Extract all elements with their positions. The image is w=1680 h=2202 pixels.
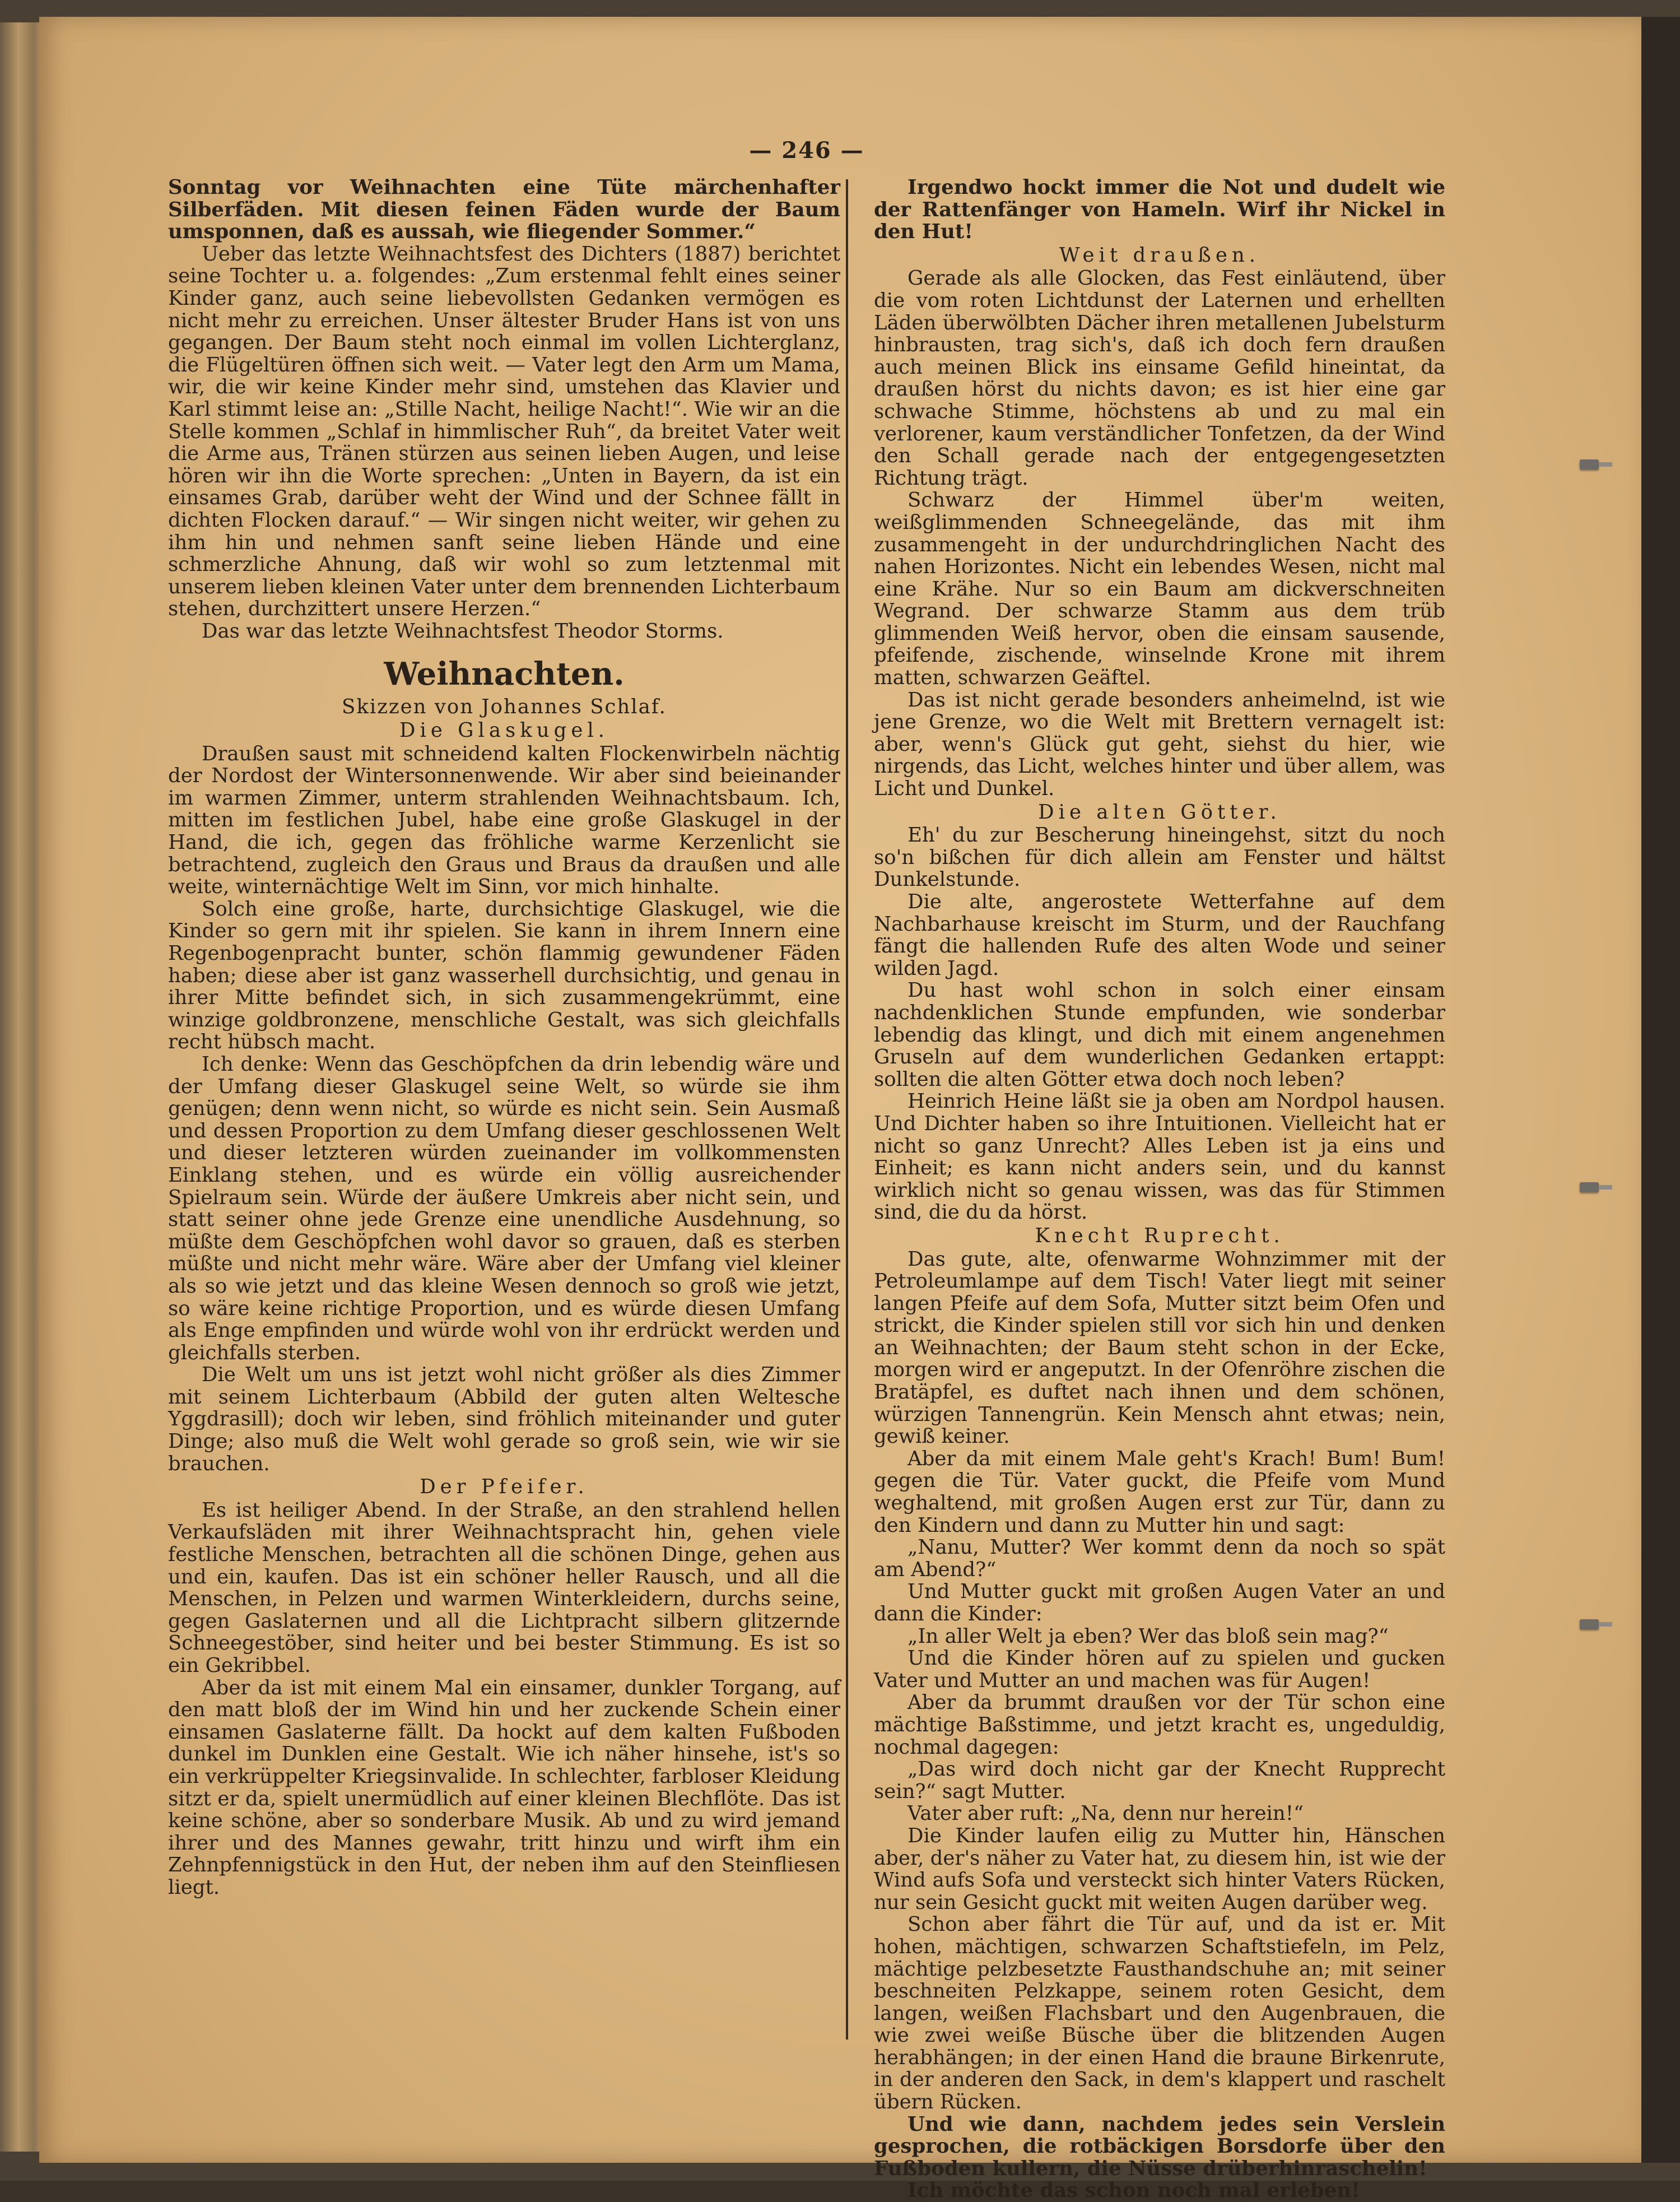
paragraph: Eh' du zur Bescherung hineingehst, sitzt du noch so'n bißchen für dich allein am Fenster und hältst Dunkelstunde. (874, 824, 1445, 891)
paragraph: Gerade als alle Glocken, das Fest einläutend, über die vom roten Lichtdunst der Laternen und erhellten Läden überwölbten Dächer ihren metallenen Jubelsturm hinbrausten, trag sich's, daß ich doch fern draußen auch meinen Blick ins einsame Gefild hineintat, da draußen hörst du nichts davon; es ist hier eine gar schwache Stimme, höchstens ab und zu mal ein verlorener, kaum verständlicher Tonfetzen, da der Wind den Schall gerade nach der entgegengesetzten Richtung trägt. (874, 267, 1445, 490)
paragraph: Die Welt um uns ist jetzt wohl nicht größer als dies Zimmer mit seinem Lichterbaum (Abbild der guten alten Weltesche Yggdrasill); doch wir leben, sind fröhlich miteinander und guter Dinge; also muß die Welt wohl gerade so groß sein, wie wir sie brauchen. (168, 1363, 840, 1475)
paragraph: Die alte, angerostete Wetterfahne auf dem Nachbarhause kreischt im Sturm, und der Rauchfang fängt die hallenden Rufe des alten Wode und seiner wilden Jagd. (874, 890, 1445, 980)
storm-closing-line: Das war das letzte Weihnachtsfest Theodor Storms. (202, 619, 724, 643)
scan-right-edge (1641, 17, 1680, 2163)
paragraph: Vater aber ruft: „Na, denn nur herein!“ (908, 1802, 1304, 1825)
paragraph: Ich denke: Wenn das Geschöpfchen da drin lebendig wäre und der Umfang dieser Glaskugel seine Welt, so würde sie ihm genügen; denn wenn nicht, so würde es nicht sein. Sein Ausmaß und dessen Proportion zu dem Umfang dieser geschlossenen Welt und dieser letzteren würden zueinander im vollkommensten Einklang stehen, und es würde ein völlig ausreichender Spielraum sein. Würde der äußere Umkreis aber nicht sein, und statt seiner ohne jede Grenze eine unendliche Ausdehnung, so müßte dem Geschöpfchen wohl davor so grauen, daß es sterben müßte und nicht mehr wäre. Wäre aber der Umfang viel kleiner als so wie jetzt und das kleine Wesen dennoch so groß wie jetzt, so wäre keine richtige Proportion, und es würde diesen Umfang als Enge empfinden und würde wohl von ihr erdrückt werden und gleichfalls sterben. (168, 1052, 840, 1364)
section-heading-alte-goetter: Die alten Götter. (1038, 800, 1281, 824)
paragraph: Schon aber fährt die Tür auf, und da ist er. Mit hohen, mächtigen, schwarzen Schaftstiefeln, im Pelz, mächtige pelzbesetzte Fausthandschuhe an; mit seiner beschneiten Pelzkappe, seinem roten Gesicht, dem langen, weißen Flachsbart und den Augenbrauen, die wie zwei weiße Büsche über die blitzenden Augen herabhängen; in der einen Hand die braune Birkenrute, in der anderen den Sack, in dem's klappert und raschelt übern Rücken. (874, 1913, 1445, 2114)
paragraph: Draußen saust mit schneidend kalten Flockenwirbeln nächtig der Nordost der Wintersonnenwende. Wir aber sind beieinander im warmen Zimmer, unterm strahlenden Weihnachtsbaum. Ich, mitten im festlichen Jubel, habe eine große Glaskugel in der Hand, die ich, gegen das fröhliche warme Kerzenlicht sie betrachtend, zugleich den Graus und Braus da draußen und alle weite, winternächtige Welt im Sinn, vor mich hinhalte. (168, 742, 840, 899)
binding-clip-2 (1580, 1182, 1599, 1192)
paragraph: Die Kinder laufen eilig zu Mutter hin, Hänschen aber, der's näher zu Vater hat, zu diesem hin, ist wie der Wind aufs Sofa und versteckt sich hinter Vaters Rücken, nur sein Gesicht guckt mit weiten Augen darüber weg. (874, 1824, 1445, 1914)
pfeifer-closing: Irgendwo hockt immer die Not und dudelt wie der Rattenfänger von Hameln. Wirf ihr Nickel in den Hut! (874, 176, 1445, 244)
paragraph: Solch eine große, harte, durchsichtige Glaskugel, wie die Kinder so gern mit ihr spielen. Sie kann in ihrem Innern eine Regenbogenpracht bunter, schön flammig gewundener Fäden haben; diese aber ist ganz wasserhell durchsichtig, und genau in ihrer Mitte befindet sich, in sich zusammengekrümmt, eine winzige goldbronzene, menschliche Gestalt, was sich gleichfalls recht hübsch macht. (168, 897, 840, 1054)
left-column (168, 176, 840, 1899)
storm-text-continued: Sonntag vor Weihnachten eine Tüte märchenhafter Silberfäden. Mit diesen feinen Fäden wurde der Baum umsponnen, daß es aussah, wie fliegender Sommer.“ (168, 176, 840, 244)
paragraph: Heinrich Heine läßt sie ja oben am Nordpol hausen. Und Dichter haben so ihre Intuitionen. Vielleicht hat er nicht so ganz Unrecht? Alles Leben ist ja eins und Einheit; es kann nicht anders sein, und du kannst wirklich nicht so genau wissen, was das für Stimmen sind, die du da hörst. (874, 1090, 1445, 1224)
paragraph: Aber da ist mit einem Mal ein einsamer, dunkler Torgang, auf den matt bloß der im Wind hin und her zuckende Schein einer einsamen Gaslaterne fällt. Da hockt auf dem kalten Fußboden dunkel im Dunklen eine Gestalt. Wie ich näher hinsehe, ist's so ein verkrüppelter Kriegsinvalide. In schlechter, farbloser Kleidung sitzt er da, spielt unermüdlich auf einer kleinen Blechflöte. Das ist keine schöne, aber so sonderbare Musik. Ab und zu wird jemand ihrer und des Mannes gewahr, tritt hinzu und wirft ihm ein Zehnpfennigstück in den Hut, der neben ihm auf den Steinfliesen liegt. (168, 1676, 840, 1899)
binding-clip-3 (1580, 1619, 1599, 1629)
section-heading-glaskugel: Die Glaskugel. (399, 719, 609, 742)
closing-line: Ich möchte das schon noch mal erleben! (908, 2179, 1360, 2202)
paragraph: Du hast wohl schon in solch einer einsam nachdenklichen Stunde empfunden, wie sonderbar lebendig das klingt, und dich mit einem angenehmen Gruseln auf dem wunderlichen Gedanken ertappt: sollten die alten Götter etwa doch noch leben? (874, 979, 1445, 1091)
binding-clip-1 (1580, 459, 1599, 470)
paragraph: Schwarz der Himmel über'm weiten, weißglimmenden Schneegelände, das mit ihm zusammengeht in der undurchdringlichen Nacht des nahen Horizontes. Nicht ein lebendes Wesen, nicht mal eine Krähe. Nur so ein Baum am dickverschneiten Wegrand. Der schwarze Stamm aus dem trüb glimmenden Weiß hervor, oben die einsam sausende, pfeifende, zischende, winselnde Krone mit ihrem matten, schwarzen Geäftel. (874, 489, 1445, 690)
article-byline: Skizzen von Johannes Schlaf. (342, 695, 667, 719)
paragraph: „In aller Welt ja eben? Wer das bloß sein mag?“ (908, 1624, 1389, 1648)
paragraph: Das gute, alte, ofenwarme Wohnzimmer mit der Petroleumlampe auf dem Tisch! Vater liegt mit seiner langen Pfeife auf dem Sofa, Mutter sitzt beim Ofen und strickt, die Kinder spielen still vor sich hin und denken an Weihnachten; der Baum steht schon in der Ecke, morgen wird er angeputzt. In der Ofenröhre zischen die Bratäpfel, es duftet nach ihnen und dem schönen, würzigen Tannengrün. Kein Mensch ahnt etwas; nein, gewiß keiner. (874, 1247, 1445, 1448)
paragraph: Das ist nicht gerade besonders anheimelnd, ist wie jene Grenze, wo die Welt mit Brettern vernagelt ist: aber, wenn's Glück gut geht, siehst du hier, wie nirgends, das Licht, welches hinter und über allem, was Licht und Dunkel. (874, 688, 1445, 801)
paragraph: Und die Kinder hören auf zu spielen und gucken Vater und Mutter an und machen was für Augen! (874, 1647, 1445, 1692)
paragraph: Und Mutter guckt mit großen Augen Vater an und dann die Kinder: (874, 1580, 1445, 1625)
storm-last-christmas-paragraph: Ueber das letzte Weihnachtsfest des Dichters (1887) berichtet seine Tochter u. a. folgendes: „Zum erstenmal fehlt eines seiner Kinder ganz, auch seine liebevollsten Gedanken vermögen es nicht mehr zu erreichen. Unser ältester Bruder Hans ist von uns gegangen. Der Baum steht noch einmal im vollen Lichterglanz, die Flügeltüren öffnen sich weit. — Vater legt den Arm um Mama, wir, die wir keine Kinder mehr sind, umstehen das Klavier und Karl stimmt leise an: „Stille Nacht, heilige Nacht!“. Wie wir an die Stelle kommen „Schlaf in himmlischer Ruh“, da breitet Vater weit die Arme aus, Tränen stürzen aus seinen lieben Augen, und leise hören wir ihn die Worte sprechen: „Unten in Bayern, da ist ein einsames Grab, darüber weht der Wind und der Schnee fällt in dichten Flocken darauf.“ — Wir singen nicht weiter, wir gehen zu ihm hin und nehmen sanft seine lieben Hände und eine schmerzliche Ahnung, daß wir wohl so zum letztenmal mit unserem lieben kleinen Vater unter dem brennenden Lichterbaum stehen, durchzittert unsere Herzen.“ (168, 242, 840, 621)
article-title: Weihnachten. (384, 656, 625, 693)
section-heading-weit-draussen: Weit draußen. (1059, 243, 1260, 267)
paragraph: Es ist heiliger Abend. In der Straße, an den strahlend hellen Verkaufsläden mit ihrer Weihnachtspracht hin, gehen viele festliche Menschen, betrachten all die schönen Dinge, gehen aus und ein, kaufen. Das ist ein schöner heller Rausch, und all die Menschen, in Pelzen und warmen Winterkleidern, durchs seine, gegen Gaslaternen und all die Lichtpracht silbern glitzernde Schneegestöber, sind heiter und bei bester Stimmung. Es ist so ein Gekribbel. (168, 1498, 840, 1677)
paragraph: Aber da mit einem Male geht's Krach! Bum! Bum! gegen die Tür. Vater guckt, die Pfeife vom Mund weghaltend, mit großen Augen erst zur Tür, dann zu den Kindern und dann zu Mutter hin und sagt: (874, 1447, 1445, 1537)
right-column (874, 176, 1445, 2202)
closing-paragraph: Und wie dann, nachdem jedes sein Verslein gesprochen, die rotbäckigen Borsdorfe über den Fußboden kullern, die Nüsse drüberhinraschelin! (874, 2112, 1445, 2180)
page-number: — 246 — (749, 137, 864, 164)
column-divider (846, 179, 848, 2040)
section-heading-knecht-ruprecht: Knecht Ruprecht. (1035, 1224, 1285, 1247)
paragraph: „Das wird doch nicht gar der Knecht Rupprecht sein?“ sagt Mutter. (874, 1758, 1445, 1803)
paragraph: „Nanu, Mutter? Wer kommt denn da noch so spät am Abend?“ (874, 1536, 1445, 1581)
section-heading-pfeifer: Der Pfeifer. (420, 1475, 589, 1499)
paragraph: Aber da brummt draußen vor der Tür schon eine mächtige Baßstimme, und jetzt kracht es, ungeduldig, nochmal dagegen: (874, 1691, 1445, 1759)
